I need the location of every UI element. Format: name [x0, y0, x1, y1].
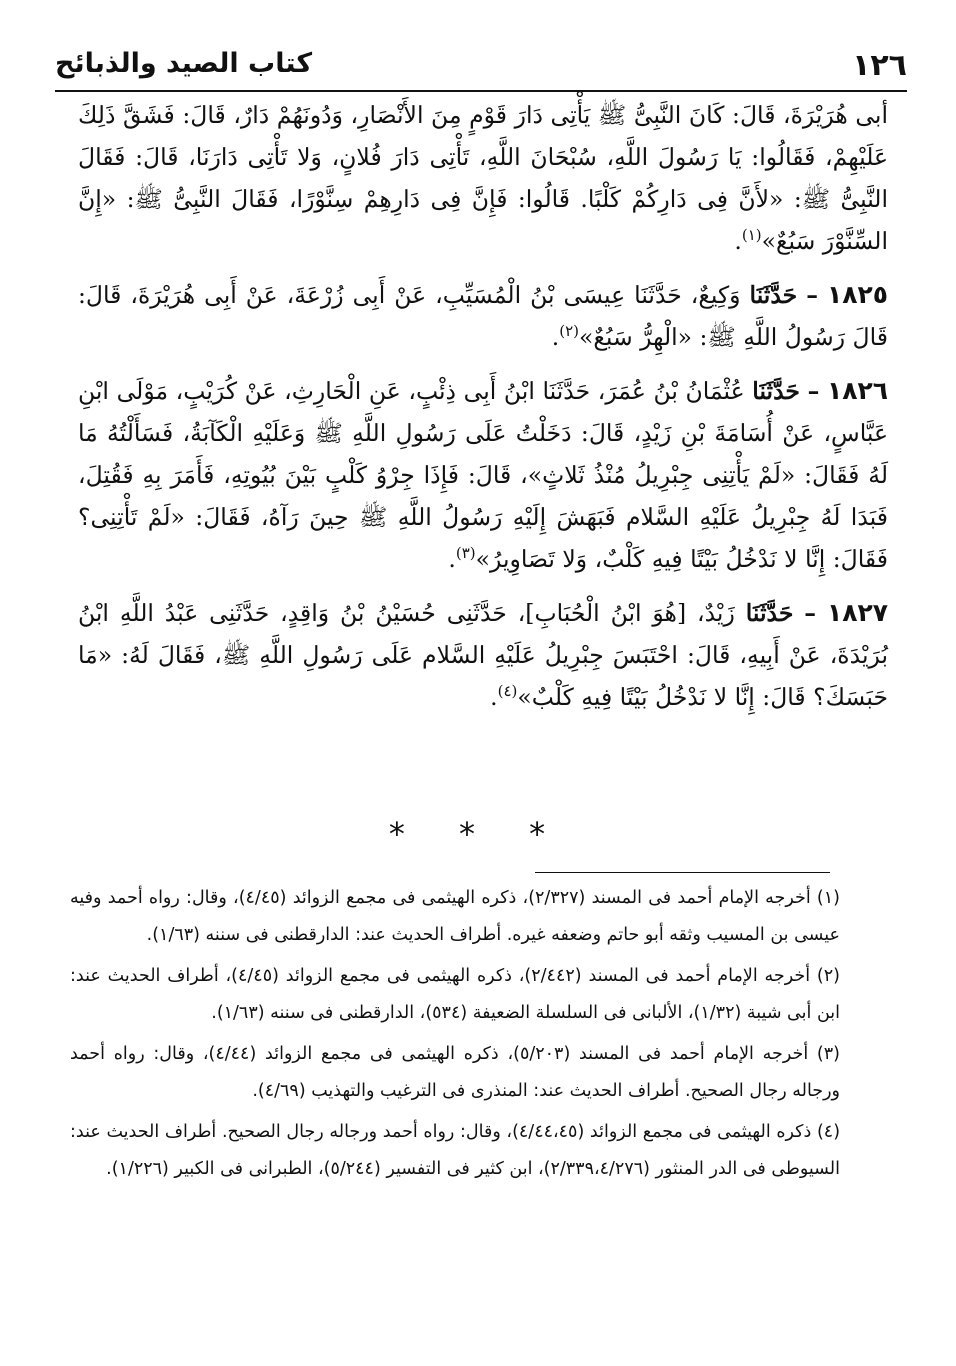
- hadith-opener: حَدَّثَنَا: [745, 599, 794, 627]
- header-rule: [55, 90, 907, 92]
- footnotes: [70, 880, 840, 1192]
- book-title: كتاب الصيد والذبائح: [55, 48, 313, 79]
- footnote-1: (١) أخرجه الإمام أحمد فى المسند (٢/٣٢٧)، ذكره الهيثمى فى مجمع الزوائد (٤/٤٥)، وقال: رواه أحمد وفيه عيسى بن المسيب وثقه أبو حاتم وضعفه غيره. أطراف الحديث عند: الدارقطنى فى سننه (١/٦٣).: [70, 888, 840, 945]
- section-separator: * * *: [388, 815, 568, 853]
- hadith-text: عُثْمَانُ بْنُ عُمَرَ، حَدَّثَنَا ابْنُ أَبِى ذِئْبٍ، عَنِ الْحَارِثِ، عَنْ كُرَيْبٍ، مَوْلَى ابْنِ عَبَّاسٍ، عَنْ أُسَامَةَ بْنِ زَيْدٍ، قَالَ: دَخَلْتُ عَلَى رَسُولِ اللَّهِ ﷺ وَعَلَيْهِ الْكَآبَةُ، فَسَأَلْتُهُ مَا لَهُ فَقَالَ: «لَمْ يَأْتِنِى جِبْرِيلُ مُنْذُ ثَلاثٍ»، قَالَ: فَإِذَا جِرْوُ كَلْبٍ بَيْنَ بُيُوتِهِ، فَأَمَرَ بِهِ فَقُتِلَ، فَبَدَا لَهُ جِبْرِيلُ عَلَيْهِ السَّلام فَبَهَشَ إِلَيْهِ رَسُولُ اللَّهِ ﷺ حِينَ رَآهُ، فَقَالَ: «لَمْ تَأْتِنِى؟ فَقَالَ: إِنَّا لا نَدْخُلُ بَيْتًا فِيهِ كَلْبٌ، وَلا تَصَاوِيرُ»: [78, 377, 888, 573]
- hadith-text: وَكِيعٌ، حَدَّثَنَا عِيسَى بْنُ الْمُسَيِّبِ، عَنْ أَبِى زُرْعَةَ، عَنْ أَبِى هُرَيْرَةَ، قَالَ: قَالَ رَسُولُ اللَّهِ ﷺ: «الْهِرُّ سَبُعٌ»: [78, 281, 888, 351]
- page-number: ١٢٦: [852, 48, 907, 83]
- footnote-ref: (٣): [455, 544, 476, 563]
- hadith-dash: –: [807, 377, 820, 405]
- hadith-number: ١٨٢٥: [826, 280, 888, 309]
- hadith-1827: ١٨٢٧ – حَدَّثَنَا زَيْدٌ، [هُوَ ابْنُ الْحُبَابِ]، حَدَّثَنِى حُسَيْنُ بْنُ وَاقِدٍ، حَدَّثَنِى عَبْدُ اللَّهِ ابْنُ بُرَيْدَةَ، عَنْ أَبِيهِ، قَالَ: احْتَبَسَ جِبْرِيلُ عَلَيْهِ السَّلام عَلَى رَسُولِ اللَّهِ ﷺ، فَقَالَ لَهُ: «مَا حَبَسَكَ؟ قَالَ: إِنَّا لا نَدْخُلُ بَيْتًا فِيهِ كَلْبٌ»$^{(٤)}$.: [78, 598, 888, 711]
- hadith-1826: ١٨٢٦ – حَدَّثَنَا عُثْمَانُ بْنُ عُمَرَ، حَدَّثَنَا ابْنُ أَبِى ذِئْبٍ، عَنِ الْحَارِثِ، عَنْ كُرَيْبٍ، مَوْلَى ابْنِ عَبَّاسٍ، عَنْ أُسَامَةَ بْنِ زَيْدٍ، قَالَ: دَخَلْتُ عَلَى رَسُولِ اللَّهِ ﷺ وَعَلَيْهِ الْكَآبَةُ، فَسَأَلْتُهُ مَا لَهُ فَقَالَ: «لَمْ يَأْتِنِى جِبْرِيلُ مُنْذُ ثَلاثٍ»، قَالَ: فَإِذَا جِرْوُ كَلْبٍ بَيْنَ بُيُوتِهِ، فَأَمَرَ بِهِ فَقُتِلَ، فَبَدَا لَهُ جِبْرِيلُ عَلَيْهِ السَّلام فَبَهَشَ إِلَيْهِ رَسُولُ اللَّهِ ﷺ حِينَ رَآهُ، فَقَالَ: «لَمْ تَأْتِنِى؟ فَقَالَ: إِنَّا لا نَدْخُلُ بَيْتًا فِيهِ كَلْبٌ، وَلا تَصَاوِيرُ»$^{(٣)}$.: [78, 376, 888, 573]
- page-header: [55, 40, 907, 90]
- hadith-dash: –: [806, 281, 818, 309]
- footnote-ref: (٢): [559, 322, 580, 341]
- footnote-3: (٣) أخرجه الإمام أحمد فى المسند (٥/٢٠٣)، ذكره الهيثمى فى مجمع الزوائد (٤/٤٤)، وقال: رواه أحمد ورجاله رجال الصحيح. أطراف الحديث عند: المنذرى فى الترغيب والتهذيب (٤/٦٩).: [70, 1044, 840, 1101]
- hadith-number: ١٨٢٦: [826, 376, 888, 405]
- hadith-number: ١٨٢٧: [826, 598, 888, 627]
- hadith-text: أبى هُرَيْرَةَ، قَالَ: كَانَ النَّبِىُّ ﷺ يَأْتِى دَارَ قَوْمٍ مِنَ الأَنْصَارِ، وَدُونَهُمْ دَارٌ، قَالَ: فَشَقَّ ذَلِكَ عَلَيْهِمْ، فَقَالُوا: يَا رَسُولَ اللَّهِ، سُبْحَانَ اللَّهِ، تَأْتِى دَارَ فُلانٍ، وَلا تَأْتِى دَارَنَا، قَالَ: فَقَالَ النَّبِىُّ ﷺ: «لأَنَّ فِى دَارِكُمْ كَلْبًا. قَالُوا: فَإِنَّ فِى دَارِهِمْ سِنَّوْرًا، فَقَالَ النَّبِىُّ ﷺ: «إِنَّ السِّنَّوْرَ سَبُعٌ»: [78, 101, 888, 255]
- footnote-rule: [535, 872, 830, 873]
- hadith-opener: حَدَّثَنَا: [749, 281, 798, 309]
- footnote-ref: (٤): [497, 682, 518, 701]
- hadith-1825: ١٨٢٥ – حَدَّثَنَا وَكِيعٌ، حَدَّثَنَا عِيسَى بْنُ الْمُسَيِّبِ، عَنْ أَبِى زُرْعَةَ، عَنْ أَبِى هُرَيْرَةَ، قَالَ: قَالَ رَسُولُ اللَّهِ ﷺ: «الْهِرُّ سَبُعٌ»$^{(٢)}$.: [78, 280, 888, 351]
- main-text: [78, 94, 888, 730]
- footnote-ref: (١): [741, 226, 762, 245]
- footnote-2: (٢) أخرجه الإمام أحمد فى المسند (٢/٤٤٢)، ذكره الهيثمى فى مجمع الزوائد (٤/٤٥)، أطراف الحديث عند: ابن أبى شيبة (١/٣٢)، الألبانى فى السلسلة الضعيفة (٥٣٤)، الدارقطنى فى سننه (١/٦٣).: [70, 966, 840, 1023]
- hadith-dash: –: [804, 599, 817, 627]
- footnote-4: (٤) ذكره الهيثمى فى مجمع الزوائد (٤/٤٤،٤٥)، وقال: رواه أحمد ورجاله رجال الصحيح. أطراف الحديث عند: السيوطى فى الدر المنثور (٢/٣٣٩،٤/٢٧٦)، ابن كثير فى التفسير (٥/٢٤٤)، الطبرانى فى الكبير (١/٢٢٦).: [70, 1122, 841, 1179]
- hadith-text: زَيْدٌ، [هُوَ ابْنُ الْحُبَابِ]، حَدَّثَنِى حُسَيْنُ بْنُ وَاقِدٍ، حَدَّثَنِى عَبْدُ اللَّهِ ابْنُ بُرَيْدَةَ، عَنْ أَبِيهِ، قَالَ: احْتَبَسَ جِبْرِيلُ عَلَيْهِ السَّلام عَلَى رَسُولِ اللَّهِ ﷺ، فَقَالَ لَهُ: «مَا حَبَسَكَ؟ قَالَ: إِنَّا لا نَدْخُلُ بَيْتًا فِيهِ كَلْبٌ»: [78, 599, 888, 711]
- hadith-opener: حَدَّثَنَا: [752, 377, 800, 405]
- hadith-continuation: أبى هُرَيْرَةَ، قَالَ: كَانَ النَّبِىُّ ﷺ يَأْتِى دَارَ قَوْمٍ مِنَ الأَنْصَارِ، وَدُونَهُمْ دَارٌ، قَالَ: فَشَقَّ ذَلِكَ عَلَيْهِمْ، فَقَالُوا: يَا رَسُولَ اللَّهِ، سُبْحَانَ اللَّهِ، تَأْتِى دَارَ فُلانٍ، وَلا تَأْتِى دَارَنَا، قَالَ: فَقَالَ النَّبِىُّ ﷺ: «لأَنَّ فِى دَارِكُمْ كَلْبًا. قَالُوا: فَإِنَّ فِى دَارِهِمْ سِنَّوْرًا، فَقَالَ النَّبِىُّ ﷺ: «إِنَّ السِّنَّوْرَ سَبُعٌ»$^{(١)}$.: [78, 101, 888, 255]
